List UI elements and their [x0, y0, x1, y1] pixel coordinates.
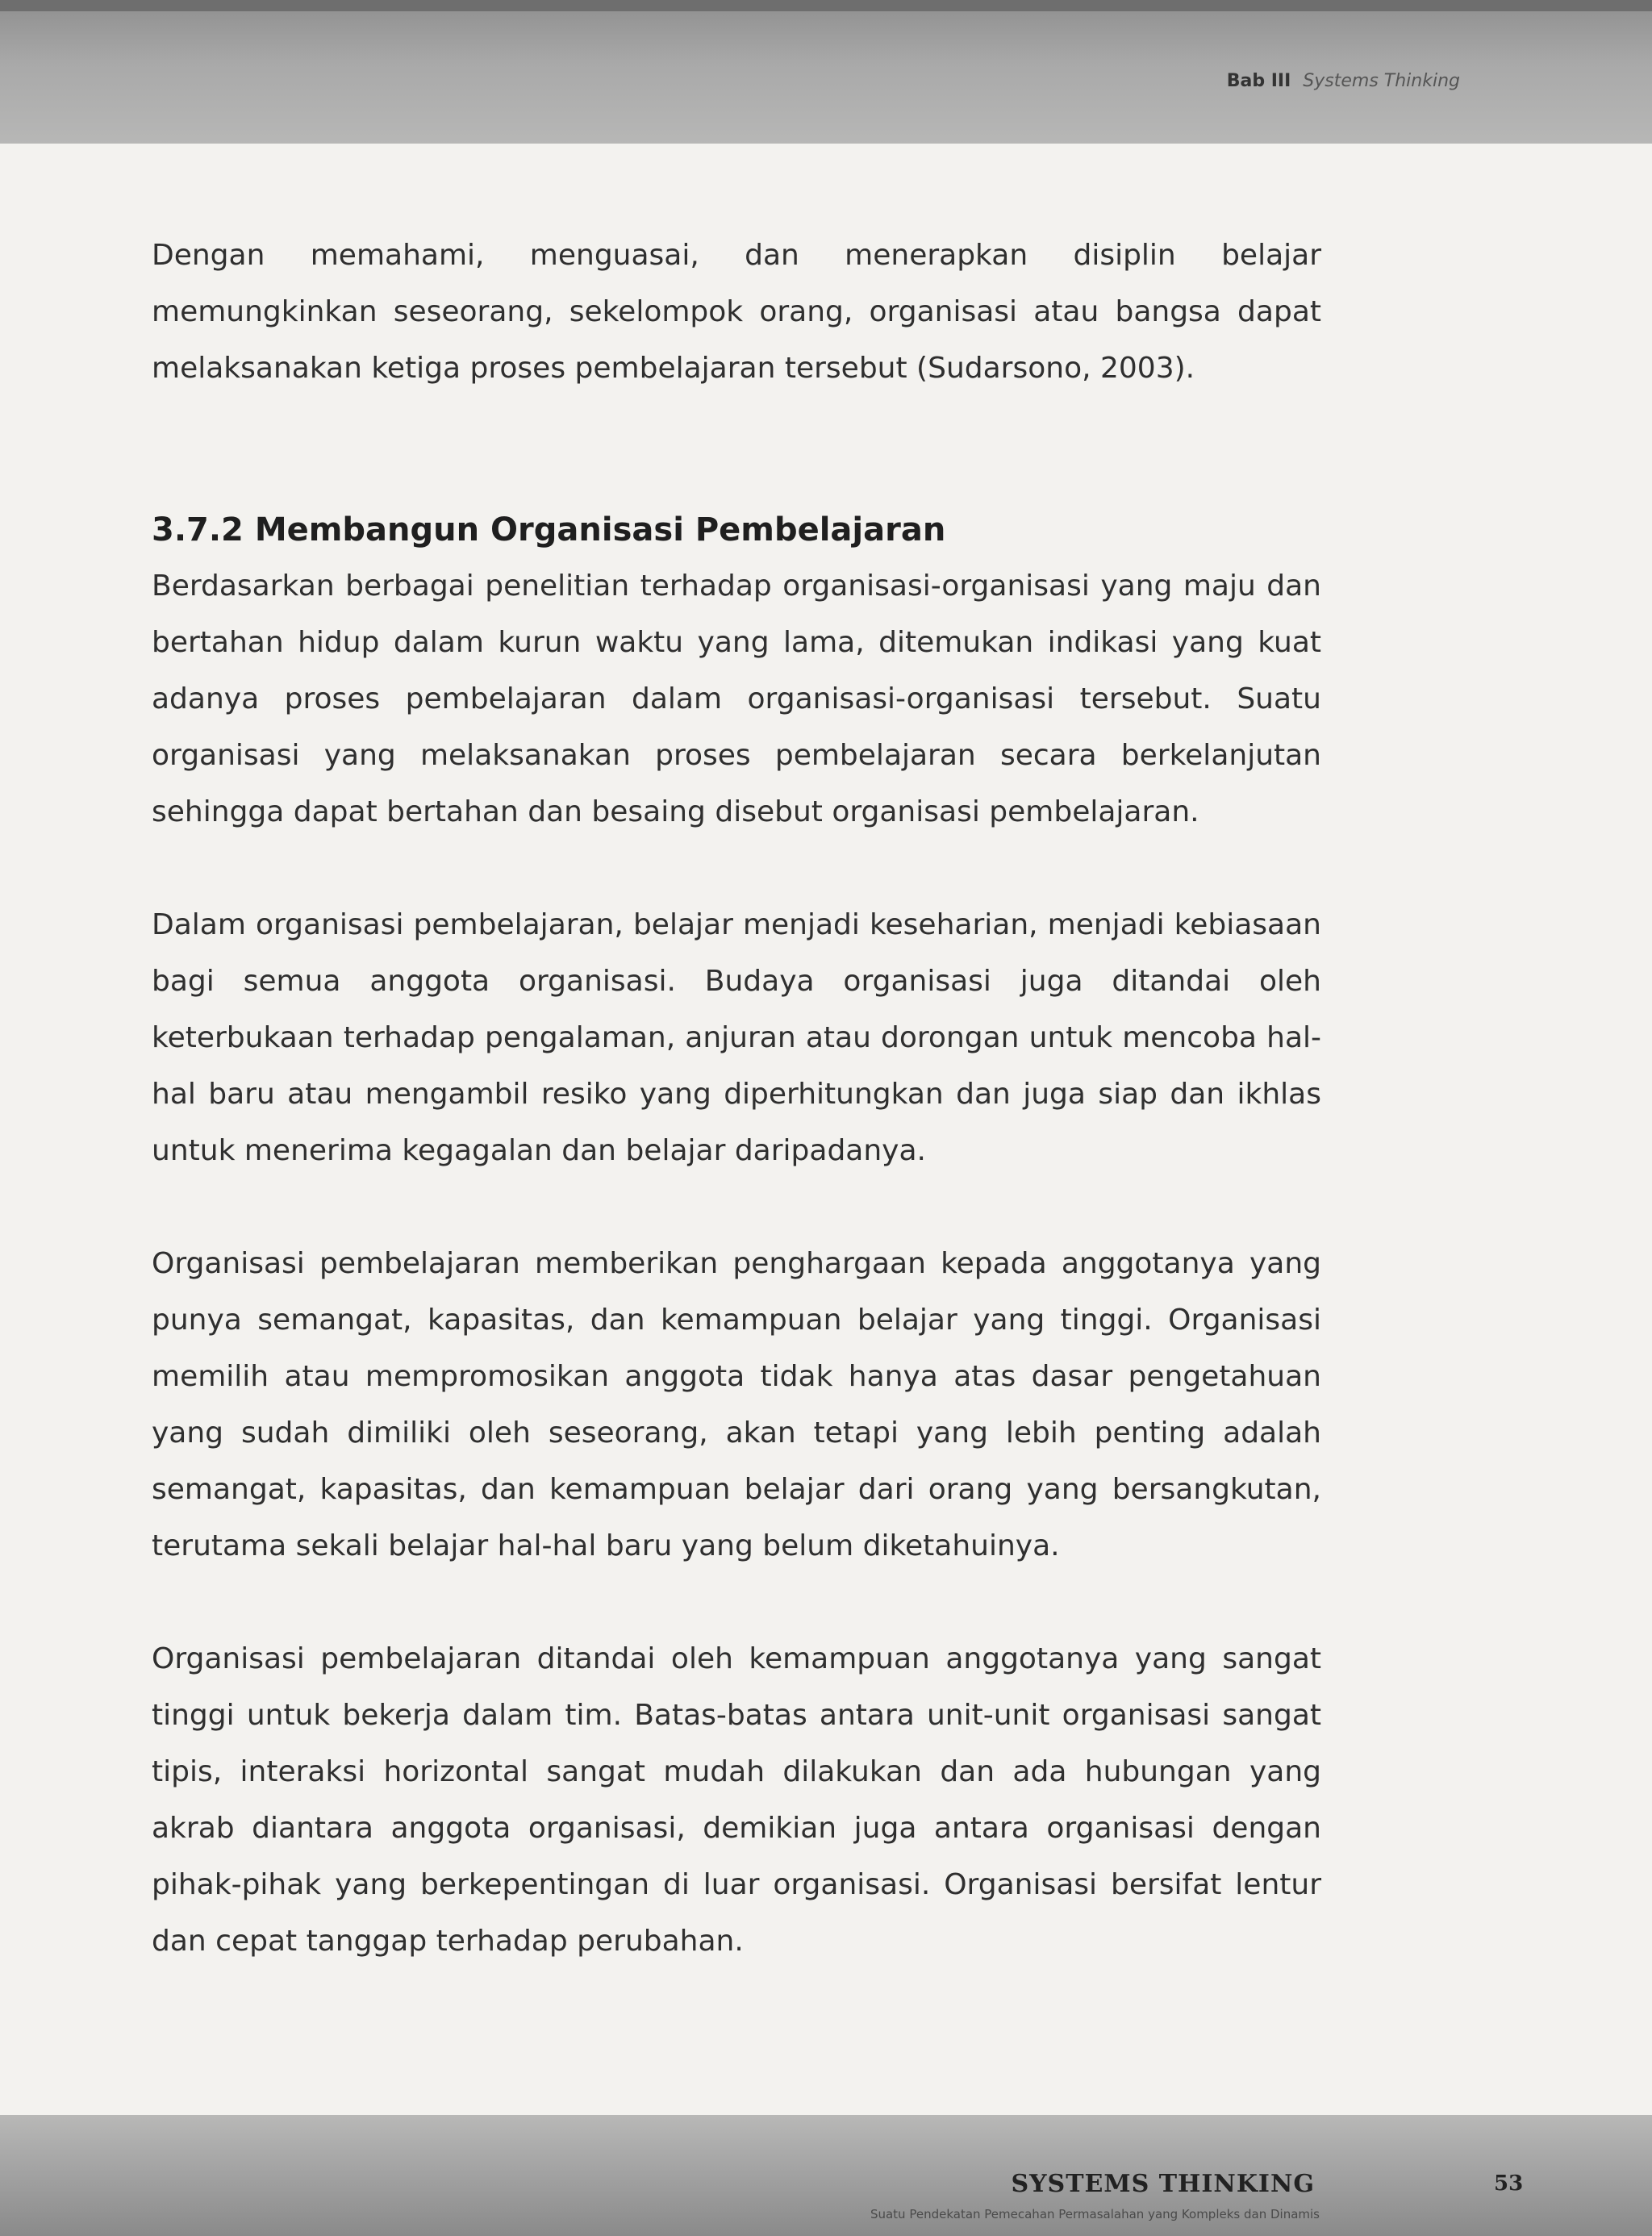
- footer-book-title: SYSTEMS THINKING: [1011, 2170, 1315, 2198]
- page-number: 53: [1494, 2171, 1524, 2196]
- paragraph-1: Berdasarkan berbagai penelitian terhadap organisasi-organisasi yang maju dan bertahan hidup dalam kurun waktu yang lama, ditemukan indikasi yang kuat adanya proses pembelajaran dalam organisasi-organisasi tersebut. Suatu organisasi yang melaksanakan proses pembelajaran secara berkelanjutan sehingga dapat bertahan dan besaing disebut organisasi pembelajaran.: [152, 569, 1321, 828]
- paragraph-4: Organisasi pembelajaran ditandai oleh kemampuan anggotanya yang sangat tinggi untuk bekerja dalam tim. Batas-batas antara unit-unit organisasi sangat tipis, interaksi horizontal sangat mudah dilakukan dan ada hubungan yang akrab diantara anggota organisasi, demikian juga antara organisasi dengan pihak-pihak yang berkepentingan di luar organisasi. Organisasi bersifat lentur dan cepat tanggap terhadap perubahan.: [152, 1642, 1321, 1958]
- page-body: [152, 227, 1321, 1970]
- section-heading: 3.7.2 Membangun Organisasi Pembelajaran: [152, 511, 946, 549]
- chapter-label: Bab III: [1226, 71, 1291, 91]
- paragraph-2: Dalam organisasi pembelajaran, belajar menjadi keseharian, menjadi kebiasaan bagi semua anggota organisasi. Budaya organisasi juga ditandai oleh keterbukaan terhadap pengalaman, anjuran atau dorongan untuk mencoba hal-hal baru atau mengambil resiko yang diperhitungkan dan juga siap dan ikhlas untuk menerima kegagalan dan belajar daripadanya.: [152, 908, 1321, 1167]
- footer-book-subtitle: Suatu Pendekatan Pemecahan Permasalahan yang Kompleks dan Dinamis: [870, 2207, 1320, 2221]
- scan-edge: [0, 0, 1652, 11]
- chapter-topic: Systems Thinking: [1303, 71, 1460, 91]
- intro-paragraph: Dengan memahami, menguasai, dan menerapkan disiplin belajar memungkinkan seseorang, sekelompok orang, organisasi atau bangsa dapat melaksanakan ketiga proses pembelajaran tersebut (Sudarsono, 2003).: [152, 239, 1321, 385]
- paragraph-3: Organisasi pembelajaran memberikan penghargaan kepada anggotanya yang punya semangat, kapasitas, dan kemampuan belajar yang tinggi. Organisasi memilih atau mempromosikan anggota tidak hanya atas dasar pengetahuan yang sudah dimiliki oleh seseorang, akan tetapi yang lebih penting adalah semangat, kapasitas, dan kemampuan belajar dari orang yang bersangkutan, terutama sekali belajar hal-hal baru yang belum diketahuinya.: [152, 1247, 1321, 1562]
- footer-band: [0, 2115, 1652, 2236]
- running-head: [1227, 71, 1460, 91]
